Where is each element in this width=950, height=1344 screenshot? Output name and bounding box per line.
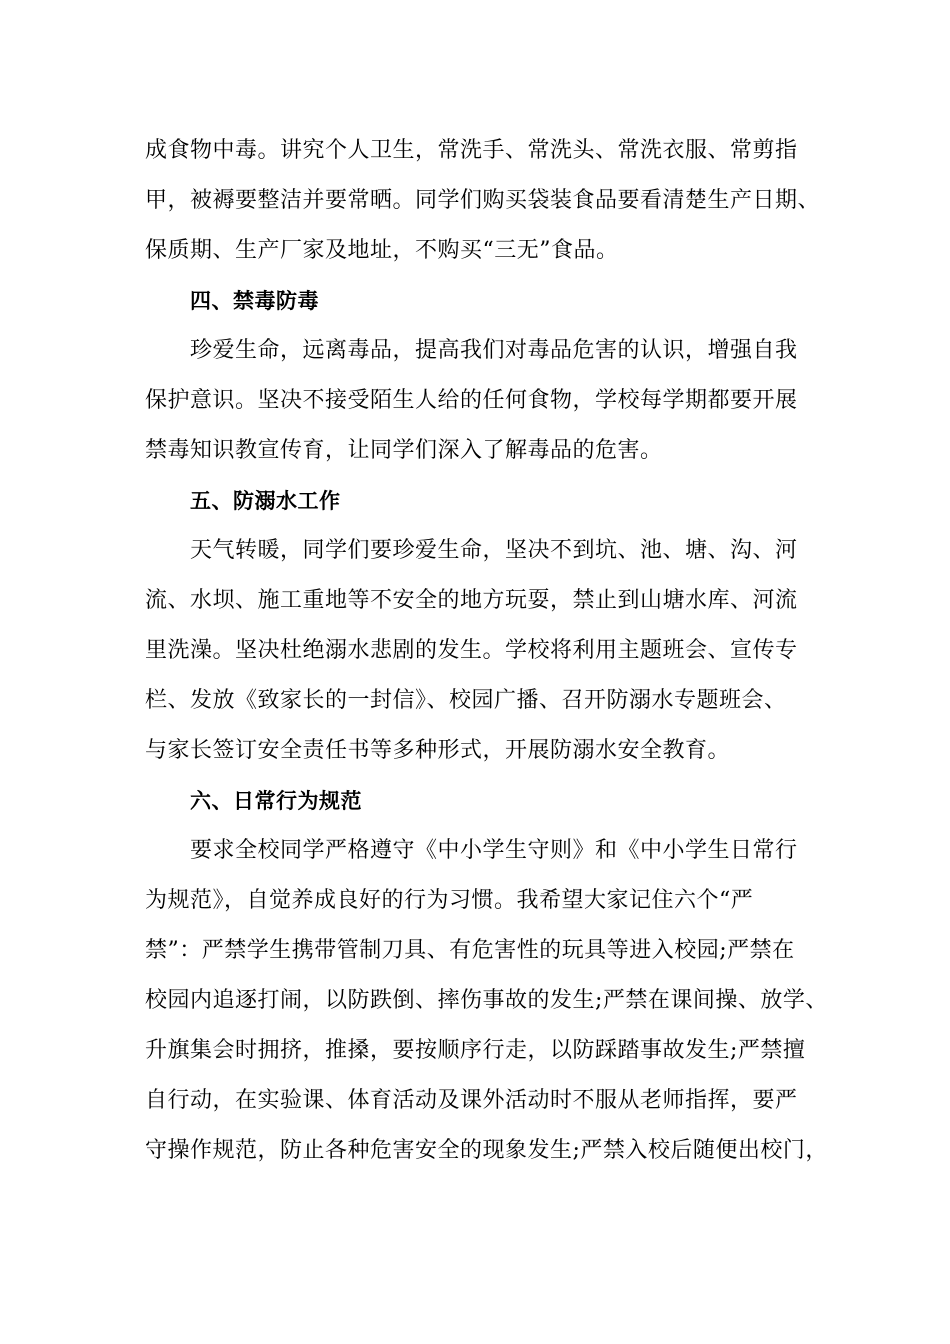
body-text-line: 升旗集会时拥挤，推搡，要按顺序行走，以防踩踏事故发生;严禁擅 [145, 1038, 806, 1063]
body-text-line: 禁”：严禁学生携带管制刀具、有危害性的玩具等进入校园;严禁在 [145, 938, 795, 963]
body-text-line: 里洗澡。坚决杜绝溺水悲剧的发生。学校将利用主题班会、宣传专 [145, 638, 798, 663]
body-text-line: 天气转暖，同学们要珍爱生命，坚决不到坑、池、塘、沟、河 [190, 538, 798, 563]
body-text-line: 校园内追逐打闹，以防跌倒、摔伤事故的发生;严禁在课间操、放学、 [145, 988, 828, 1013]
body-text-line: 栏、发放《致家长的一封信》、校园广播、召开防溺水专题班会、 [145, 688, 787, 713]
body-text-line: 成食物中毒。讲究个人卫生，常洗手、常洗头、常洗衣服、常剪指 [145, 138, 798, 163]
section-heading-6: 六、日常行为规范 [190, 789, 362, 813]
section-heading-5: 五、防溺水工作 [190, 489, 341, 513]
body-text-line: 保质期、生产厂家及地址，不购买“三无”食品。 [145, 238, 619, 263]
body-text-line: 要求全校同学严格遵守《中小学生守则》和《中小学生日常行 [190, 838, 798, 863]
body-text-line: 保护意识。坚决不接受陌生人给的任何食物，学校每学期都要开展 [145, 388, 798, 413]
body-text-line: 守操作规范，防止各种危害安全的现象发生;严禁入校后随便出校门， [145, 1138, 828, 1163]
body-text-line: 流、水坝、施工重地等不安全的地方玩耍，禁止到山塘水库、河流 [145, 588, 798, 613]
body-text-line: 为规范》，自觉养成良好的行为习惯。我希望大家记住六个“严 [145, 888, 754, 913]
body-text-line: 自行动，在实验课、体育活动及课外活动时不服从老师指挥，要严 [145, 1088, 798, 1113]
body-text-line: 甲，被褥要整洁并要常晒。同学们购买袋装食品要看清楚生产日期、 [145, 188, 821, 213]
body-text-line: 禁毒知识教宣传育，让同学们深入了解毒品的危害。 [145, 438, 663, 463]
body-text-line: 珍爱生命，远离毒品，提高我们对毒品危害的认识，增强自我 [190, 338, 798, 363]
body-text-line: 与家长签订安全责任书等多种形式，开展防溺水安全教育。 [145, 738, 731, 763]
section-heading-4: 四、禁毒防毒 [190, 289, 319, 313]
